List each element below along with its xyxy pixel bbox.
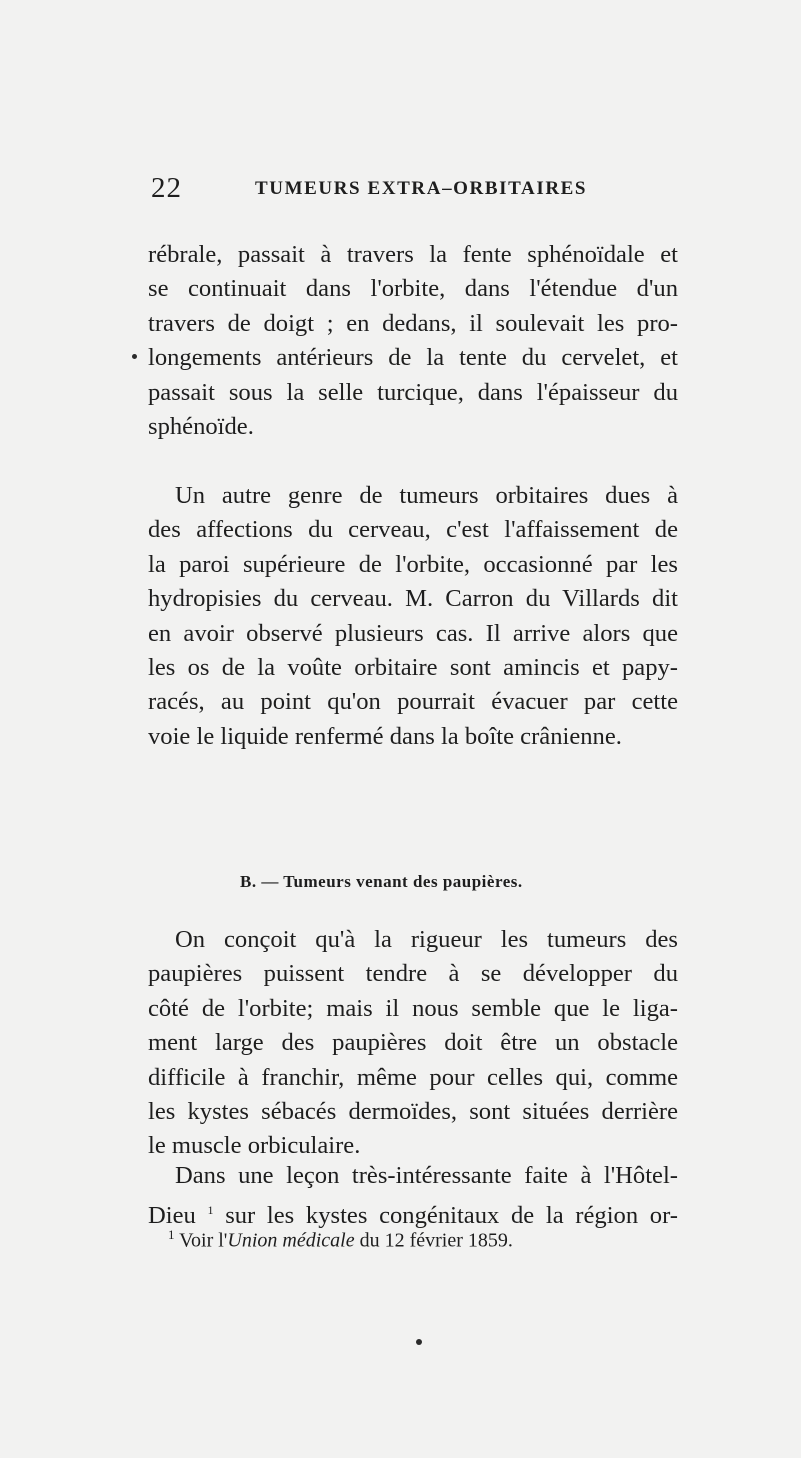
text-line: le muscle orbiculaire. bbox=[148, 1132, 361, 1160]
text-line: passait sous la selle turcique, dans l'épaisseur du bbox=[148, 378, 678, 406]
ink-speck bbox=[416, 1339, 422, 1345]
footnote-mark: 1 bbox=[168, 1227, 175, 1242]
footnote-journal: Union médicale bbox=[227, 1229, 355, 1252]
ink-speck bbox=[132, 354, 137, 359]
text-line: difficile à franchir, même pour celles qui, comme bbox=[148, 1063, 678, 1091]
text-line: côté de l'orbite; mais il nous semble que le liga- bbox=[148, 994, 678, 1022]
footnote-reference: 1 bbox=[207, 1203, 214, 1218]
text-line: des affections du cerveau, c'est l'affaissement de bbox=[148, 516, 678, 544]
text-line: paupières puissent tendre à se développer du bbox=[148, 960, 678, 988]
text-line: voie le liquide renfermé dans la boîte crânienne. bbox=[148, 722, 622, 750]
text-line: les os de la voûte orbitaire sont amincis et papy- bbox=[148, 654, 678, 682]
paragraph-continuation bbox=[148, 238, 678, 444]
running-title: TUMEURS EXTRA–ORBITAIRES bbox=[255, 178, 588, 199]
text-line: Un autre genre de tumeurs orbitaires dues à bbox=[175, 482, 678, 509]
text-fragment: Dieu bbox=[148, 1202, 196, 1230]
text-line: racés, au point qu'on pourrait évacuer par cette bbox=[148, 688, 678, 716]
text-fragment: sur les kystes congénitaux de la région or- bbox=[225, 1202, 678, 1230]
section-heading: B. — Tumeurs venant des paupières. bbox=[240, 872, 523, 891]
text-line: Dans une leçon très-intéressante faite à l'Hôtel- bbox=[175, 1162, 678, 1189]
footnote-suffix: du 12 février 1859. bbox=[359, 1229, 513, 1252]
text-line: la paroi supérieure de l'orbite, occasionné par les bbox=[148, 550, 678, 578]
text-line: longements antérieurs de la tente du cervelet, et bbox=[148, 344, 678, 372]
text-line: travers de doigt ; en dedans, il soulevait les pro- bbox=[148, 309, 678, 337]
text-line: On conçoit qu'à la rigueur les tumeurs des bbox=[175, 926, 678, 953]
text-line: hydropisies du cerveau. M. Carron du Villards dit bbox=[148, 585, 678, 613]
text-line: rébrale, passait à travers la fente sphénoïdale et bbox=[148, 241, 678, 268]
text-line: sphénoïde. bbox=[148, 413, 254, 441]
footnote bbox=[168, 1221, 513, 1255]
page-number: 22 bbox=[151, 172, 182, 204]
footnote-prefix: Voir l' bbox=[179, 1229, 228, 1252]
text-line: ment large des paupières doit être un obstacle bbox=[148, 1029, 678, 1057]
text-line: en avoir observé plusieurs cas. Il arrive alors que bbox=[148, 619, 678, 647]
text-line: les kystes sébacés dermoïdes, sont situées derrière bbox=[148, 1098, 678, 1126]
paragraph-eyelid-tumors bbox=[148, 923, 678, 1164]
paragraph-cerebral-tumors bbox=[148, 479, 678, 754]
text-line: se continuait dans l'orbite, dans l'étendue d'un bbox=[148, 275, 678, 303]
page-header bbox=[0, 168, 801, 208]
